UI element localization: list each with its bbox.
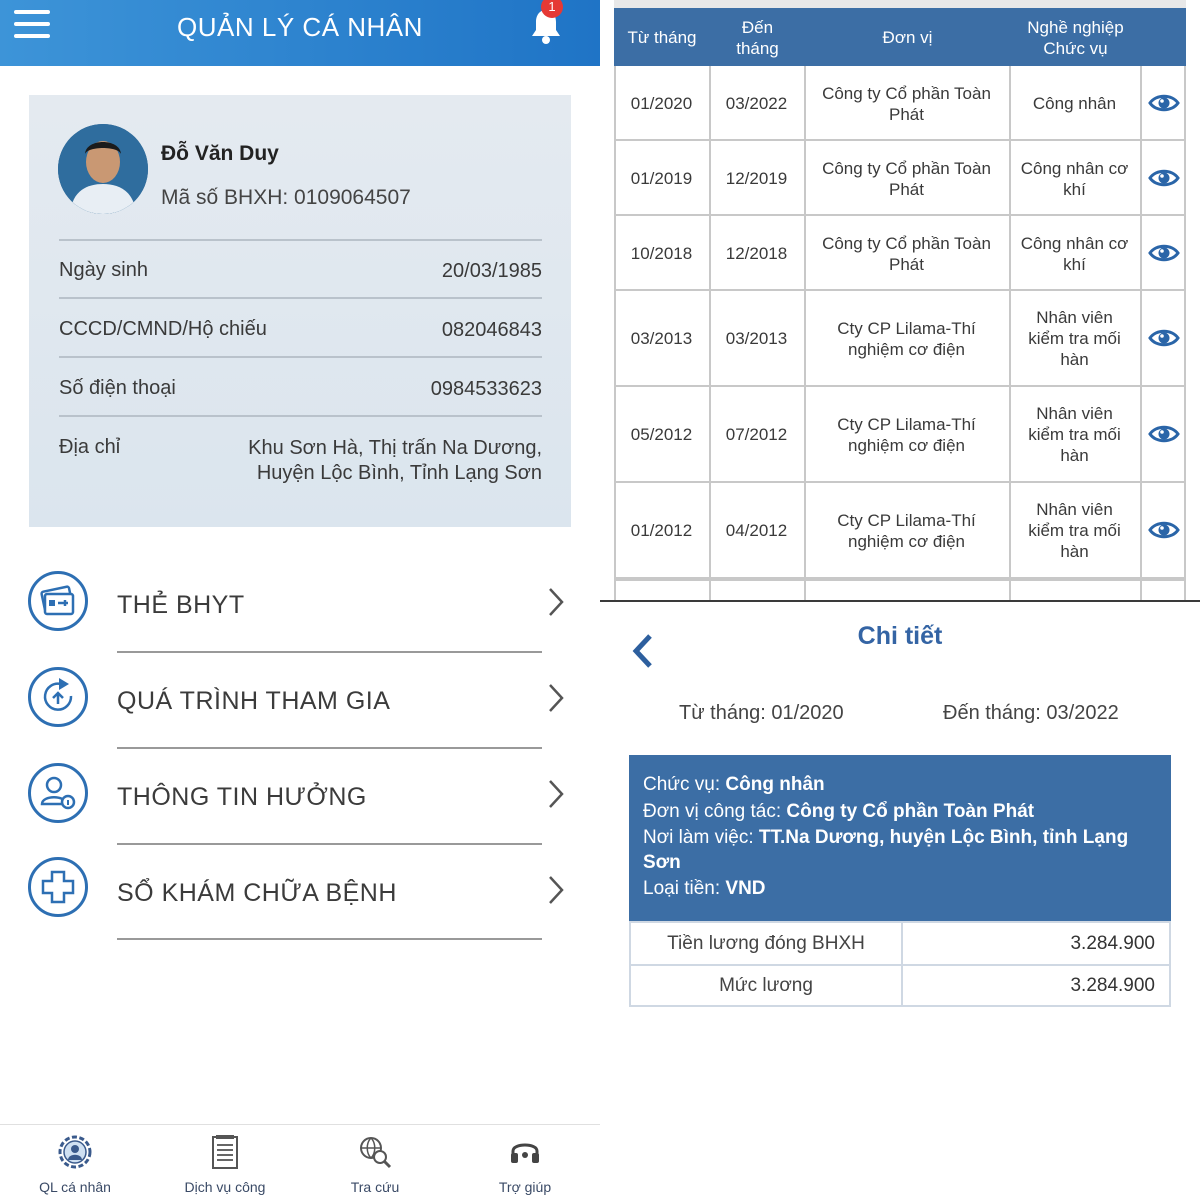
medical-cross-icon	[28, 857, 88, 917]
cell-job-line: kiểm tra mối	[1028, 329, 1121, 348]
cell-from	[614, 93, 709, 114]
column-separator	[1140, 66, 1142, 600]
cell-unit-line: Phát	[889, 254, 924, 274]
participation-history-table	[600, 0, 1200, 600]
chevron-right-icon	[546, 586, 566, 618]
cell-unit	[804, 83, 1009, 125]
cell-to-line: 07/2012	[725, 425, 788, 444]
cell-job-line: Công nhân cơ	[1020, 233, 1129, 253]
cell-job	[1009, 403, 1140, 466]
cell-from-line: 05/2012	[630, 425, 693, 444]
nav-label: Dịch vụ công	[184, 1179, 266, 1195]
menu-item-health-insurance-card[interactable]	[0, 556, 600, 652]
cell-unit-line: Cty CP Lilama-Thí	[837, 319, 976, 338]
menu-label: SỔ KHÁM CHỮA BỆNH	[117, 879, 397, 907]
cell-to	[709, 243, 804, 264]
page-title: QUẢN LÝ CÁ NHÂN	[177, 12, 423, 42]
cell-from	[614, 328, 709, 349]
cell-to	[709, 93, 804, 114]
header-to-line1: Đến	[741, 18, 774, 37]
table-row[interactable]	[614, 66, 1186, 141]
cell-from-line: 01/2012	[630, 521, 693, 540]
salary-value: 3.284.900	[1070, 933, 1155, 954]
menu-item-participation-history[interactable]	[0, 652, 600, 748]
chevron-right-icon	[546, 682, 566, 714]
chevron-right-icon	[546, 778, 566, 810]
cell-unit-line: nghiệm cơ điện	[848, 532, 965, 551]
table-row[interactable]	[614, 483, 1186, 579]
birthdate-label: Ngày sinh	[59, 259, 148, 281]
divider	[117, 938, 542, 940]
nav-label: Trợ giúp	[498, 1179, 552, 1195]
salary-row	[631, 923, 1169, 964]
address-line-2: Huyện Lộc Bình, Tỉnh Lạng Sơn	[256, 462, 542, 484]
cell-unit-line: Cty CP Lilama-Thí	[837, 415, 976, 434]
cell-to	[709, 424, 804, 445]
cell-unit-line: Phát	[889, 104, 924, 124]
avatar	[58, 124, 148, 214]
table-header	[614, 8, 1186, 66]
column-separator	[709, 66, 711, 600]
user-info-icon	[28, 763, 88, 823]
globe-search-icon	[356, 1133, 394, 1171]
cell-unit-line: nghiệm cơ điện	[848, 340, 965, 359]
notification-badge: 1	[541, 0, 563, 18]
user-gear-icon	[56, 1133, 94, 1171]
id-card-label: CCCD/CMND/Hộ chiếu	[59, 318, 267, 340]
eye-icon[interactable]	[1148, 242, 1180, 264]
cell-from-line: 01/2020	[630, 93, 693, 113]
cell-job-line: Công nhân	[1032, 93, 1117, 113]
document-icon	[206, 1133, 244, 1171]
user-name: Đỗ Văn Duy	[161, 142, 279, 165]
position-label: Chức vụ:	[643, 774, 726, 795]
divider	[59, 415, 542, 417]
menu-label: THẺ BHYT	[117, 591, 245, 619]
cell-unit-line: Công ty Cổ phần Toàn	[822, 158, 991, 178]
currency-value: VND	[725, 878, 766, 899]
address-line-1: Khu Sơn Hà, Thị trấn Na Dương,	[248, 437, 542, 459]
menu-item-benefit-info[interactable]	[0, 748, 600, 844]
table-row[interactable]	[614, 216, 1186, 291]
cell-to-line: 04/2012	[725, 521, 788, 540]
menu-label: QUÁ TRÌNH THAM GIA	[117, 687, 391, 715]
cell-job	[1009, 307, 1140, 370]
cell-from-line: 01/2019	[630, 168, 693, 188]
divider	[59, 356, 542, 358]
column-separator	[1184, 66, 1186, 600]
cell-job-line: Công nhân cơ	[1020, 158, 1129, 178]
eye-icon[interactable]	[1148, 423, 1180, 445]
table-row[interactable]	[614, 291, 1186, 387]
cell-unit	[804, 318, 1009, 360]
eye-icon[interactable]	[1148, 327, 1180, 349]
row-separator	[631, 964, 1169, 966]
chevron-right-icon	[546, 874, 566, 906]
card-icon	[28, 571, 88, 631]
cell-job-line: khí	[1063, 179, 1086, 199]
currency-label: Loại tiền:	[643, 878, 726, 899]
history-icon	[28, 667, 88, 727]
cell-job-line: Nhân viên	[1036, 500, 1113, 519]
cell-to	[709, 520, 804, 541]
cell-from	[614, 424, 709, 445]
nav-personal[interactable]	[0, 1125, 150, 1200]
location-label: Nơi làm việc:	[643, 827, 759, 848]
divider	[59, 297, 542, 299]
cell-unit-line: nghiệm cơ điện	[848, 436, 965, 455]
cell-to	[709, 168, 804, 189]
detail-title: Chi tiết	[857, 622, 943, 650]
header-job	[1010, 17, 1141, 59]
cell-from	[614, 243, 709, 264]
cell-job-line: Nhân viên	[1036, 308, 1113, 327]
cell-from-line: 03/2013	[630, 329, 693, 348]
header-to	[710, 17, 805, 59]
header-from: Từ tháng	[627, 28, 697, 47]
cell-unit-line: Công ty Cổ phần Toàn	[822, 83, 991, 103]
table-row[interactable]	[614, 387, 1186, 483]
detail-from-month: Từ tháng: 01/2020	[679, 702, 844, 724]
cell-unit	[804, 510, 1009, 552]
salary-row	[631, 965, 1169, 1006]
menu-item-medical-record[interactable]	[0, 844, 600, 940]
cell-to-line: 03/2022	[725, 93, 788, 113]
salary-label: Tiền lương đóng BHXH	[667, 933, 865, 954]
menu-label: THÔNG TIN HƯỞNG	[117, 783, 367, 811]
workplace-label: Đơn vị công tác:	[643, 801, 787, 822]
cell-to-line: 12/2019	[725, 168, 788, 188]
cell-job-line: hàn	[1060, 350, 1089, 369]
cell-job	[1009, 233, 1140, 275]
header-unit: Đơn vị	[882, 28, 933, 47]
cell-to-line: 03/2013	[725, 329, 788, 348]
phone-label: Số điện thoại	[59, 377, 176, 399]
birthdate-value: 20/03/1985	[441, 260, 542, 282]
header-to-line2: tháng	[736, 39, 779, 58]
detail-to-month: Đến tháng: 03/2022	[943, 702, 1119, 724]
position-value: Công nhân	[725, 774, 825, 795]
cell-unit-line: Phát	[889, 179, 924, 199]
salary-label: Mức lương	[719, 975, 813, 996]
eye-icon[interactable]	[1148, 167, 1180, 189]
cell-job	[1009, 158, 1140, 200]
eye-icon[interactable]	[1148, 92, 1180, 114]
currency-line	[643, 875, 1157, 902]
table-row-partial	[614, 579, 1186, 600]
address-value	[248, 436, 542, 486]
bottom-navigation	[0, 1124, 600, 1200]
cell-job-line: khí	[1063, 254, 1086, 274]
table-top-edge	[614, 0, 1186, 8]
cell-job-line: hàn	[1060, 542, 1089, 561]
divider	[59, 239, 542, 241]
location-line	[643, 825, 1157, 875]
cell-to	[709, 328, 804, 349]
position-line	[643, 771, 1157, 798]
address-label: Địa chỉ	[59, 436, 121, 458]
cell-to-line: 12/2018	[725, 243, 788, 263]
cell-job-line: Nhân viên	[1036, 404, 1113, 423]
nav-lookup[interactable]	[300, 1125, 450, 1200]
cell-from	[614, 168, 709, 189]
location-value: TT.Na Dương, huyện Lộc Bình, tỉnh Lạng Sơn	[643, 827, 1129, 873]
top-app-bar	[0, 0, 600, 66]
detail-screen	[600, 600, 1200, 1200]
column-separator	[1009, 66, 1011, 600]
salary-table	[629, 921, 1171, 1007]
cell-job-line: hàn	[1060, 446, 1089, 465]
cell-from	[614, 520, 709, 541]
nav-label: QL cá nhân	[39, 1179, 111, 1195]
cell-job	[1009, 93, 1140, 114]
header-job-line1: Nghề nghiệp	[1027, 18, 1124, 37]
cell-unit	[804, 158, 1009, 200]
nav-public-services[interactable]	[150, 1125, 300, 1200]
eye-icon[interactable]	[1148, 519, 1180, 541]
salary-value: 3.284.900	[1070, 975, 1155, 996]
column-separator	[804, 66, 806, 600]
cell-from-line: 10/2018	[630, 243, 693, 263]
cell-unit-line: Cty CP Lilama-Thí	[837, 511, 976, 530]
table-row[interactable]	[614, 141, 1186, 216]
id-card-value: 082046843	[441, 319, 542, 341]
detail-info-box	[629, 755, 1171, 921]
bhxh-number: Mã số BHXH: 0109064507	[161, 186, 411, 209]
cell-unit	[804, 233, 1009, 275]
phone-value: 0984533623	[430, 378, 542, 400]
cell-unit	[804, 414, 1009, 456]
nav-help[interactable]	[450, 1125, 600, 1200]
workplace-line	[643, 798, 1157, 825]
cell-unit-line: Công ty Cổ phần Toàn	[822, 233, 991, 253]
cell-job-line: kiểm tra mối	[1028, 425, 1121, 444]
cell-job	[1009, 499, 1140, 562]
column-separator	[614, 66, 616, 600]
cell-job-line: kiểm tra mối	[1028, 521, 1121, 540]
headset-icon	[506, 1133, 544, 1171]
nav-label: Tra cứu	[350, 1179, 400, 1195]
header-job-line2: Chức vụ	[1043, 39, 1108, 58]
workplace-value: Công ty Cổ phần Toàn Phát	[786, 801, 1035, 822]
